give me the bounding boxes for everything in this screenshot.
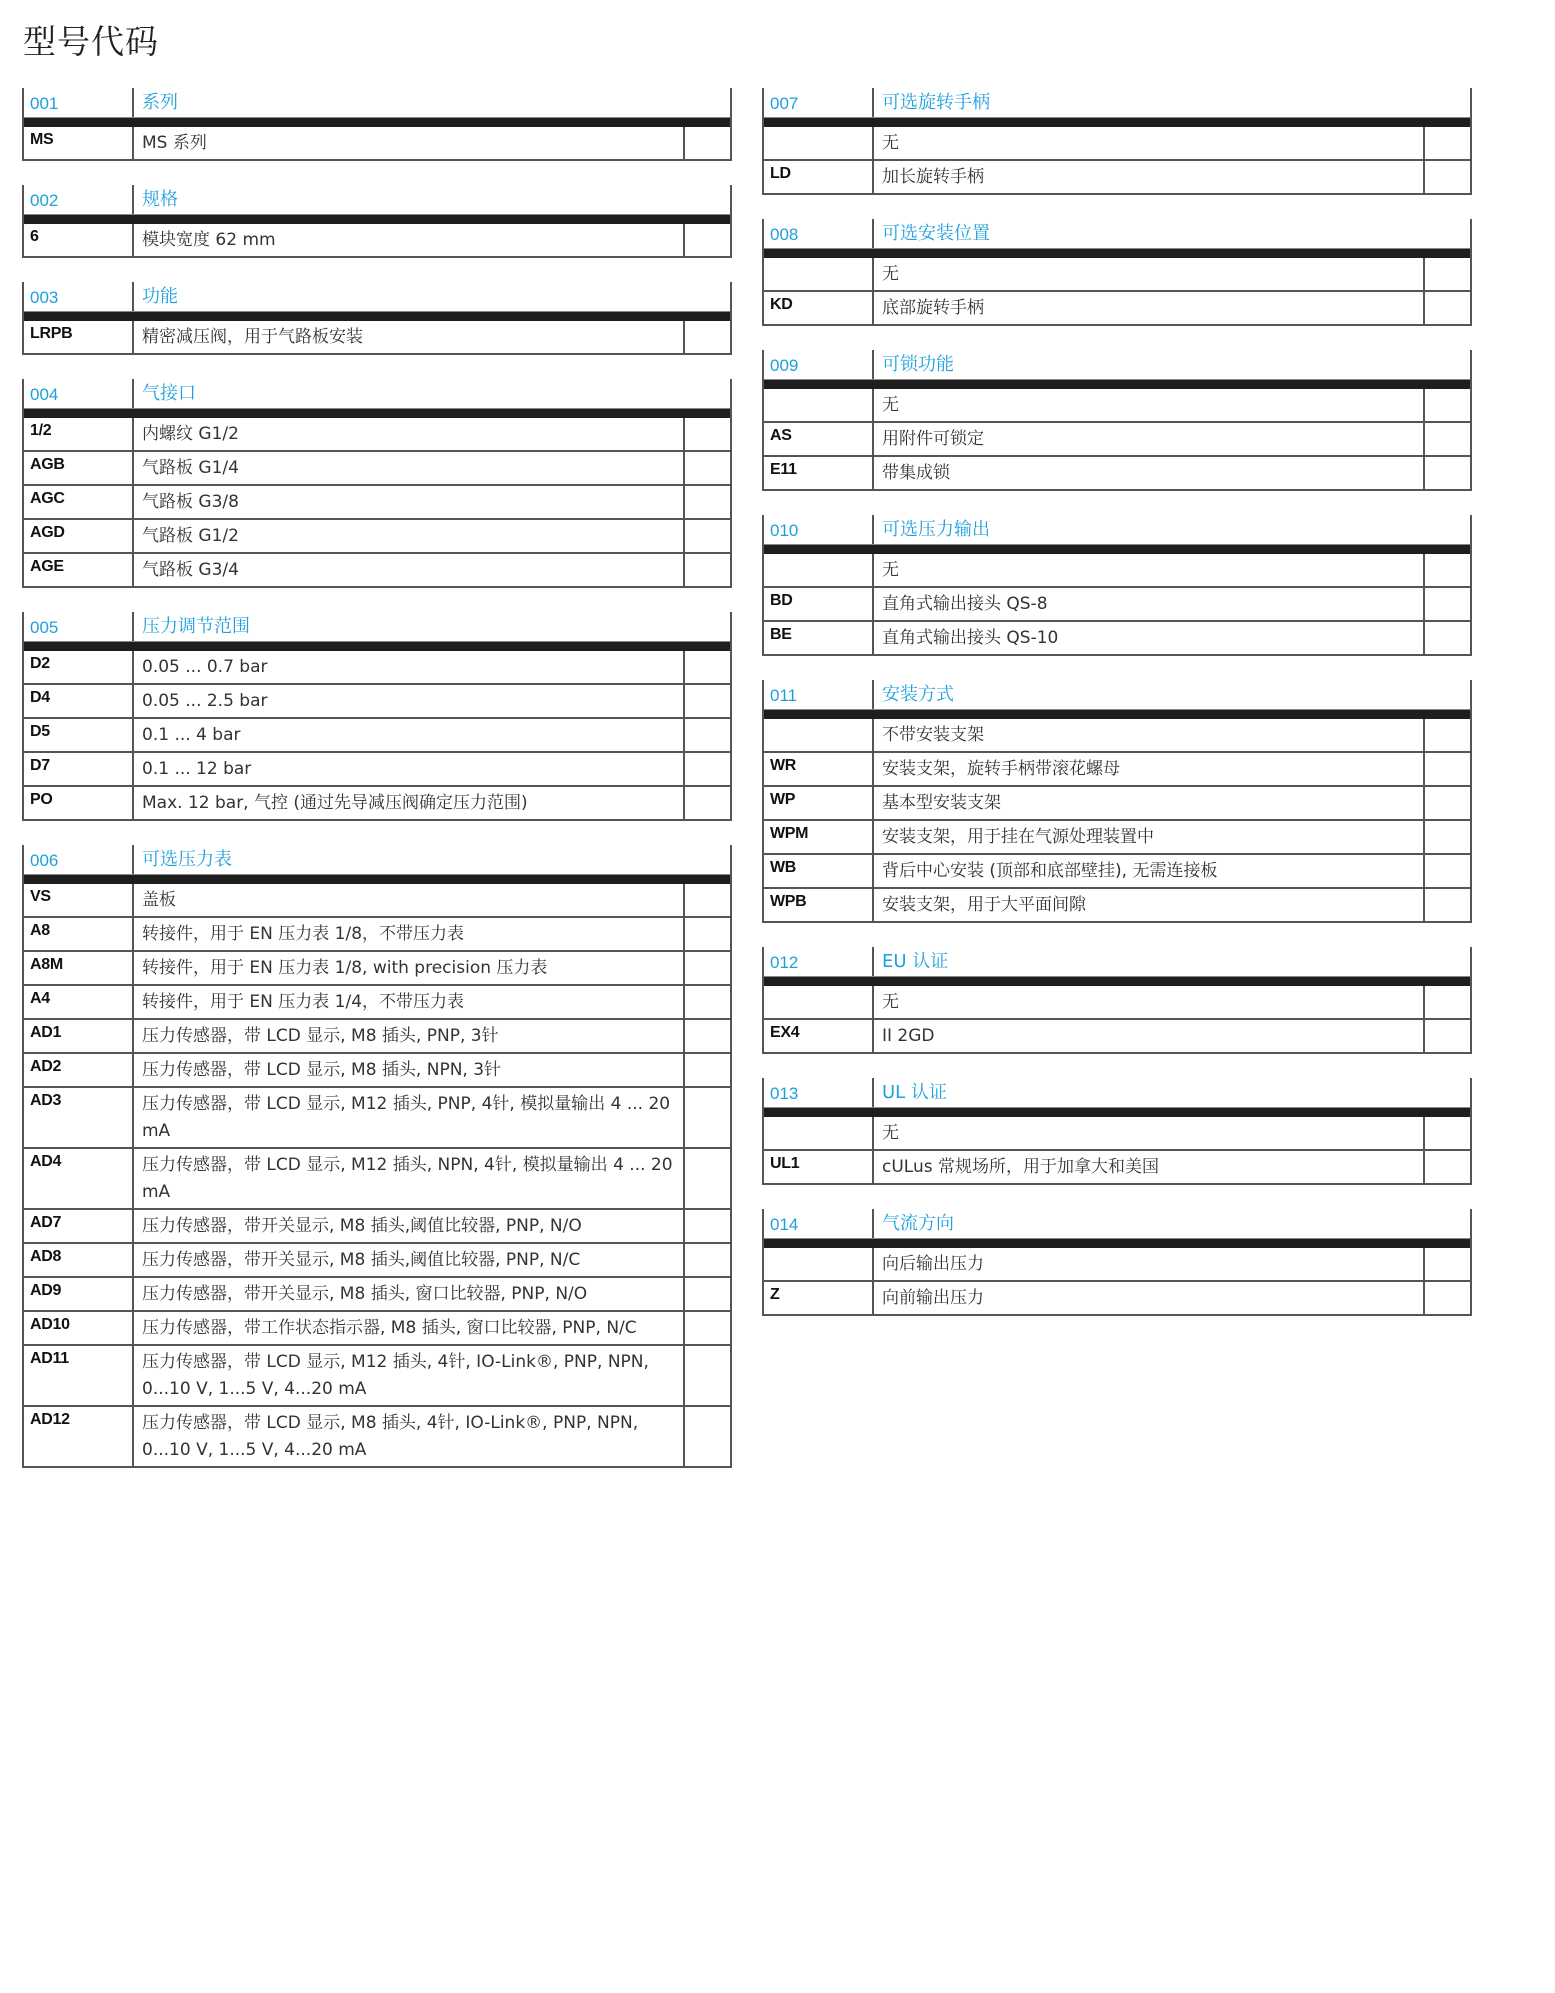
table-row bbox=[24, 552, 730, 586]
table-row bbox=[764, 986, 1470, 1018]
option-code: MS bbox=[24, 127, 134, 159]
option-table-header bbox=[764, 947, 1470, 977]
option-code: BE bbox=[764, 622, 874, 654]
option-code: 6 bbox=[24, 224, 134, 256]
option-description: 无 bbox=[874, 554, 1425, 586]
table-row bbox=[24, 751, 730, 785]
option-description: 安装支架，用于挂在气源处理装置中 bbox=[874, 821, 1425, 853]
option-rows bbox=[764, 258, 1470, 324]
option-table-005 bbox=[22, 612, 732, 821]
option-number: 001 bbox=[24, 88, 134, 117]
table-row bbox=[24, 224, 730, 256]
option-code: AD11 bbox=[24, 1346, 134, 1405]
table-row bbox=[24, 1018, 730, 1052]
option-title: 可锁功能 bbox=[882, 354, 954, 375]
table-row bbox=[24, 1147, 730, 1208]
option-code bbox=[764, 127, 874, 159]
selection-cell bbox=[685, 321, 730, 353]
option-description: 压力传感器，带工作状态指示器, M8 插头, 窗口比较器, PNP, N/C bbox=[134, 1312, 685, 1344]
option-code: WR bbox=[764, 753, 874, 785]
option-code: E11 bbox=[764, 457, 874, 489]
table-row bbox=[24, 884, 730, 916]
selection-cell bbox=[1425, 821, 1470, 853]
option-description: 无 bbox=[874, 1117, 1425, 1149]
table-row bbox=[24, 1086, 730, 1147]
option-description: cULus 常规场所，用于加拿大和美国 bbox=[874, 1151, 1425, 1183]
option-title: 可选旋转手柄 bbox=[882, 92, 990, 113]
header-divider-bar bbox=[24, 118, 730, 127]
option-rows bbox=[764, 554, 1470, 654]
option-code bbox=[764, 719, 874, 751]
selection-cell bbox=[685, 1054, 730, 1086]
selection-cell bbox=[1425, 161, 1470, 193]
selection-cell bbox=[1425, 588, 1470, 620]
option-description: 无 bbox=[874, 986, 1425, 1018]
option-table-header bbox=[764, 515, 1470, 545]
option-title: 可选压力输出 bbox=[882, 519, 990, 540]
table-row bbox=[764, 1280, 1470, 1314]
header-divider-bar bbox=[764, 1239, 1470, 1248]
option-code: WB bbox=[764, 855, 874, 887]
table-row bbox=[24, 984, 730, 1018]
header-divider-bar bbox=[764, 1108, 1470, 1117]
table-row bbox=[764, 290, 1470, 324]
option-description: MS 系列 bbox=[134, 127, 685, 159]
option-code: AS bbox=[764, 423, 874, 455]
header-divider-bar bbox=[24, 409, 730, 418]
option-table-header bbox=[764, 680, 1470, 710]
page-title: 型号代码 bbox=[23, 22, 159, 61]
option-number: 006 bbox=[24, 845, 134, 874]
table-row bbox=[764, 586, 1470, 620]
option-title: UL 认证 bbox=[882, 1082, 947, 1103]
table-row bbox=[764, 887, 1470, 921]
selection-cell bbox=[685, 224, 730, 256]
table-row bbox=[24, 916, 730, 950]
table-row bbox=[24, 1276, 730, 1310]
selection-cell bbox=[1425, 292, 1470, 324]
option-code bbox=[764, 554, 874, 586]
selection-cell bbox=[685, 418, 730, 450]
table-row bbox=[764, 819, 1470, 853]
option-code bbox=[764, 986, 874, 1018]
option-table-002 bbox=[22, 185, 732, 258]
header-divider-bar bbox=[764, 249, 1470, 258]
option-description: 0.05 ... 2.5 bar bbox=[134, 685, 685, 717]
selection-cell bbox=[685, 127, 730, 159]
option-table-013 bbox=[762, 1078, 1472, 1185]
table-row bbox=[24, 785, 730, 819]
option-rows bbox=[764, 1248, 1470, 1314]
selection-cell bbox=[685, 1244, 730, 1276]
selection-cell bbox=[1425, 554, 1470, 586]
option-rows bbox=[764, 986, 1470, 1052]
option-code: D4 bbox=[24, 685, 134, 717]
option-code: AD10 bbox=[24, 1312, 134, 1344]
option-number: 010 bbox=[764, 515, 874, 544]
selection-cell bbox=[1425, 753, 1470, 785]
header-divider-bar bbox=[24, 215, 730, 224]
option-description: 无 bbox=[874, 127, 1425, 159]
option-number: 012 bbox=[764, 947, 874, 976]
selection-cell bbox=[1425, 787, 1470, 819]
option-code: A8M bbox=[24, 952, 134, 984]
option-code: AGB bbox=[24, 452, 134, 484]
option-code bbox=[764, 258, 874, 290]
option-description: 不带安装支架 bbox=[874, 719, 1425, 751]
table-row bbox=[764, 1248, 1470, 1280]
selection-cell bbox=[685, 918, 730, 950]
option-code: AGD bbox=[24, 520, 134, 552]
selection-cell bbox=[685, 1149, 730, 1208]
option-rows bbox=[24, 418, 730, 586]
option-number: 014 bbox=[764, 1209, 874, 1238]
option-number: 005 bbox=[24, 612, 134, 641]
selection-cell bbox=[1425, 719, 1470, 751]
option-description: 内螺纹 G1/2 bbox=[134, 418, 685, 450]
option-description: 压力传感器，带 LCD 显示, M8 插头, NPN, 3针 bbox=[134, 1054, 685, 1086]
header-divider-bar bbox=[764, 380, 1470, 389]
option-description: 模块宽度 62 mm bbox=[134, 224, 685, 256]
option-table-header bbox=[24, 612, 730, 642]
table-row bbox=[24, 450, 730, 484]
option-description: 用附件可锁定 bbox=[874, 423, 1425, 455]
option-title: 系列 bbox=[142, 92, 178, 113]
option-title: 功能 bbox=[142, 286, 178, 307]
table-row bbox=[764, 389, 1470, 421]
option-description: 向后输出压力 bbox=[874, 1248, 1425, 1280]
option-number: 002 bbox=[24, 185, 134, 214]
option-code: WPB bbox=[764, 889, 874, 921]
selection-cell bbox=[685, 986, 730, 1018]
option-number: 013 bbox=[764, 1078, 874, 1107]
table-row bbox=[24, 717, 730, 751]
option-code: WPM bbox=[764, 821, 874, 853]
selection-cell bbox=[1425, 258, 1470, 290]
option-rows bbox=[24, 884, 730, 1466]
selection-cell bbox=[685, 1346, 730, 1405]
table-row bbox=[24, 1242, 730, 1276]
option-code: AD1 bbox=[24, 1020, 134, 1052]
option-description: 压力传感器，带 LCD 显示, M12 插头, 4针, IO-Link®, PNP, NPN, 0...10 V, 1...5 V, 4...20 mA bbox=[134, 1346, 685, 1405]
option-number: 004 bbox=[24, 379, 134, 408]
option-code: LRPB bbox=[24, 321, 134, 353]
option-table-008 bbox=[762, 219, 1472, 326]
option-description: 压力传感器，带 LCD 显示, M12 插头, PNP, 4针, 模拟量输出 4 ... 20 mA bbox=[134, 1088, 685, 1147]
option-description: 转接件，用于 EN 压力表 1/4，不带压力表 bbox=[134, 986, 685, 1018]
table-row bbox=[24, 127, 730, 159]
option-description: 加长旋转手柄 bbox=[874, 161, 1425, 193]
selection-cell bbox=[1425, 855, 1470, 887]
option-description: 0.05 ... 0.7 bar bbox=[134, 651, 685, 683]
table-row bbox=[764, 1149, 1470, 1183]
option-table-header bbox=[764, 1209, 1470, 1239]
option-description: 底部旋转手柄 bbox=[874, 292, 1425, 324]
option-table-header bbox=[764, 350, 1470, 380]
option-code: UL1 bbox=[764, 1151, 874, 1183]
option-table-header bbox=[24, 185, 730, 215]
option-description: 气路板 G1/2 bbox=[134, 520, 685, 552]
table-row bbox=[764, 554, 1470, 586]
table-row bbox=[24, 683, 730, 717]
table-row bbox=[764, 1018, 1470, 1052]
option-description: 0.1 ... 4 bar bbox=[134, 719, 685, 751]
option-code: BD bbox=[764, 588, 874, 620]
selection-cell bbox=[685, 651, 730, 683]
option-number: 003 bbox=[24, 282, 134, 311]
table-row bbox=[764, 421, 1470, 455]
option-table-006 bbox=[22, 845, 732, 1468]
table-row bbox=[764, 258, 1470, 290]
table-row bbox=[764, 853, 1470, 887]
option-description: 向前输出压力 bbox=[874, 1282, 1425, 1314]
table-row bbox=[24, 518, 730, 552]
option-description: 气路板 G3/4 bbox=[134, 554, 685, 586]
option-table-header bbox=[764, 88, 1470, 118]
option-number: 007 bbox=[764, 88, 874, 117]
option-code: AD4 bbox=[24, 1149, 134, 1208]
option-description: 转接件，用于 EN 压力表 1/8，不带压力表 bbox=[134, 918, 685, 950]
option-description: 背后中心安装 (顶部和底部壁挂), 无需连接板 bbox=[874, 855, 1425, 887]
table-row bbox=[24, 1208, 730, 1242]
selection-cell bbox=[1425, 423, 1470, 455]
option-description: 安装支架，用于大平面间隙 bbox=[874, 889, 1425, 921]
option-number: 008 bbox=[764, 219, 874, 248]
option-description: 压力传感器，带开关显示, M8 插头, 窗口比较器, PNP, N/O bbox=[134, 1278, 685, 1310]
table-row bbox=[24, 321, 730, 353]
header-divider-bar bbox=[764, 977, 1470, 986]
table-row bbox=[764, 455, 1470, 489]
option-code: D7 bbox=[24, 753, 134, 785]
selection-cell bbox=[1425, 986, 1470, 1018]
option-code: VS bbox=[24, 884, 134, 916]
option-code: AGC bbox=[24, 486, 134, 518]
selection-cell bbox=[685, 1088, 730, 1147]
option-title: EU 认证 bbox=[882, 951, 949, 972]
option-table-011 bbox=[762, 680, 1472, 923]
table-row bbox=[24, 484, 730, 518]
option-table-004 bbox=[22, 379, 732, 588]
option-table-014 bbox=[762, 1209, 1472, 1316]
selection-cell bbox=[685, 1278, 730, 1310]
selection-cell bbox=[685, 1312, 730, 1344]
selection-cell bbox=[685, 486, 730, 518]
option-description: 直角式输出接头 QS-8 bbox=[874, 588, 1425, 620]
option-title: 可选压力表 bbox=[142, 849, 232, 870]
selection-cell bbox=[685, 719, 730, 751]
option-description: 安装支架，旋转手柄带滚花螺母 bbox=[874, 753, 1425, 785]
option-description: 带集成锁 bbox=[874, 457, 1425, 489]
table-row bbox=[764, 1117, 1470, 1149]
option-rows bbox=[24, 321, 730, 353]
option-title: 压力调节范围 bbox=[142, 616, 250, 637]
option-description: 直角式输出接头 QS-10 bbox=[874, 622, 1425, 654]
option-code: Z bbox=[764, 1282, 874, 1314]
option-code: 1/2 bbox=[24, 418, 134, 450]
selection-cell bbox=[685, 952, 730, 984]
option-code: LD bbox=[764, 161, 874, 193]
option-code: AGE bbox=[24, 554, 134, 586]
option-description: 盖板 bbox=[134, 884, 685, 916]
option-description: 无 bbox=[874, 258, 1425, 290]
table-row bbox=[24, 651, 730, 683]
option-code: AD3 bbox=[24, 1088, 134, 1147]
selection-cell bbox=[685, 554, 730, 586]
selection-cell bbox=[685, 1407, 730, 1466]
option-rows bbox=[24, 224, 730, 256]
option-title: 可选安装位置 bbox=[882, 223, 990, 244]
option-table-012 bbox=[762, 947, 1472, 1054]
option-code bbox=[764, 389, 874, 421]
option-rows bbox=[764, 1117, 1470, 1183]
selection-cell bbox=[1425, 1020, 1470, 1052]
header-divider-bar bbox=[764, 710, 1470, 719]
table-row bbox=[764, 127, 1470, 159]
option-table-007 bbox=[762, 88, 1472, 195]
option-description: II 2GD bbox=[874, 1020, 1425, 1052]
right-column bbox=[762, 88, 1472, 1340]
left-column bbox=[22, 88, 732, 1492]
selection-cell bbox=[1425, 622, 1470, 654]
option-table-header bbox=[24, 282, 730, 312]
header-divider-bar bbox=[24, 642, 730, 651]
option-description: Max. 12 bar, 气控 (通过先导减压阀确定压力范围) bbox=[134, 787, 685, 819]
table-row bbox=[764, 159, 1470, 193]
selection-cell bbox=[1425, 1151, 1470, 1183]
option-number: 009 bbox=[764, 350, 874, 379]
selection-cell bbox=[685, 787, 730, 819]
option-title: 气流方向 bbox=[882, 1213, 954, 1234]
table-row bbox=[764, 785, 1470, 819]
option-rows bbox=[24, 651, 730, 819]
option-code: AD8 bbox=[24, 1244, 134, 1276]
option-description: 气路板 G3/8 bbox=[134, 486, 685, 518]
option-rows bbox=[24, 127, 730, 159]
header-divider-bar bbox=[764, 118, 1470, 127]
option-description: 精密减压阀，用于气路板安装 bbox=[134, 321, 685, 353]
header-divider-bar bbox=[24, 875, 730, 884]
option-rows bbox=[764, 127, 1470, 193]
option-code: PO bbox=[24, 787, 134, 819]
option-code: AD7 bbox=[24, 1210, 134, 1242]
option-code: AD12 bbox=[24, 1407, 134, 1466]
option-description: 0.1 ... 12 bar bbox=[134, 753, 685, 785]
option-table-header bbox=[24, 379, 730, 409]
option-rows bbox=[764, 719, 1470, 921]
option-description: 压力传感器，带 LCD 显示, M12 插头, NPN, 4针, 模拟量输出 4 ... 20 mA bbox=[134, 1149, 685, 1208]
table-row bbox=[764, 719, 1470, 751]
option-description: 气路板 G1/4 bbox=[134, 452, 685, 484]
selection-cell bbox=[685, 753, 730, 785]
table-row bbox=[764, 620, 1470, 654]
selection-cell bbox=[1425, 457, 1470, 489]
option-code: WP bbox=[764, 787, 874, 819]
selection-cell bbox=[1425, 1117, 1470, 1149]
selection-cell bbox=[685, 452, 730, 484]
header-divider-bar bbox=[24, 312, 730, 321]
selection-cell bbox=[685, 884, 730, 916]
option-code: A4 bbox=[24, 986, 134, 1018]
option-title: 安装方式 bbox=[882, 684, 954, 705]
table-row bbox=[24, 950, 730, 984]
option-description: 压力传感器，带 LCD 显示, M8 插头, 4针, IO-Link®, PNP, NPN, 0...10 V, 1...5 V, 4...20 mA bbox=[134, 1407, 685, 1466]
table-row bbox=[24, 1344, 730, 1405]
table-row bbox=[764, 751, 1470, 785]
option-description: 无 bbox=[874, 389, 1425, 421]
option-table-header bbox=[24, 88, 730, 118]
option-code: AD9 bbox=[24, 1278, 134, 1310]
option-table-003 bbox=[22, 282, 732, 355]
option-table-header bbox=[764, 1078, 1470, 1108]
option-code: EX4 bbox=[764, 1020, 874, 1052]
selection-cell bbox=[1425, 1282, 1470, 1314]
option-description: 压力传感器，带 LCD 显示, M8 插头, PNP, 3针 bbox=[134, 1020, 685, 1052]
option-title: 规格 bbox=[142, 189, 178, 210]
header-divider-bar bbox=[764, 545, 1470, 554]
option-number: 011 bbox=[764, 680, 874, 709]
option-code: KD bbox=[764, 292, 874, 324]
option-code: D2 bbox=[24, 651, 134, 683]
option-table-header bbox=[764, 219, 1470, 249]
table-row bbox=[24, 1052, 730, 1086]
selection-cell bbox=[1425, 127, 1470, 159]
table-row bbox=[24, 1310, 730, 1344]
option-rows bbox=[764, 389, 1470, 489]
option-table-009 bbox=[762, 350, 1472, 491]
selection-cell bbox=[685, 685, 730, 717]
option-table-001 bbox=[22, 88, 732, 161]
option-description: 基本型安装支架 bbox=[874, 787, 1425, 819]
table-row bbox=[24, 418, 730, 450]
option-code: A8 bbox=[24, 918, 134, 950]
selection-cell bbox=[685, 1210, 730, 1242]
selection-cell bbox=[685, 520, 730, 552]
option-code: D5 bbox=[24, 719, 134, 751]
option-code: AD2 bbox=[24, 1054, 134, 1086]
option-title: 气接口 bbox=[142, 383, 196, 404]
option-description: 压力传感器，带开关显示, M8 插头,阈值比较器, PNP, N/C bbox=[134, 1244, 685, 1276]
option-code bbox=[764, 1117, 874, 1149]
option-table-010 bbox=[762, 515, 1472, 656]
selection-cell bbox=[685, 1020, 730, 1052]
option-description: 压力传感器，带开关显示, M8 插头,阈值比较器, PNP, N/O bbox=[134, 1210, 685, 1242]
selection-cell bbox=[1425, 1248, 1470, 1280]
option-description: 转接件，用于 EN 压力表 1/8, with precision 压力表 bbox=[134, 952, 685, 984]
table-row bbox=[24, 1405, 730, 1466]
selection-cell bbox=[1425, 389, 1470, 421]
option-table-header bbox=[24, 845, 730, 875]
option-code bbox=[764, 1248, 874, 1280]
selection-cell bbox=[1425, 889, 1470, 921]
